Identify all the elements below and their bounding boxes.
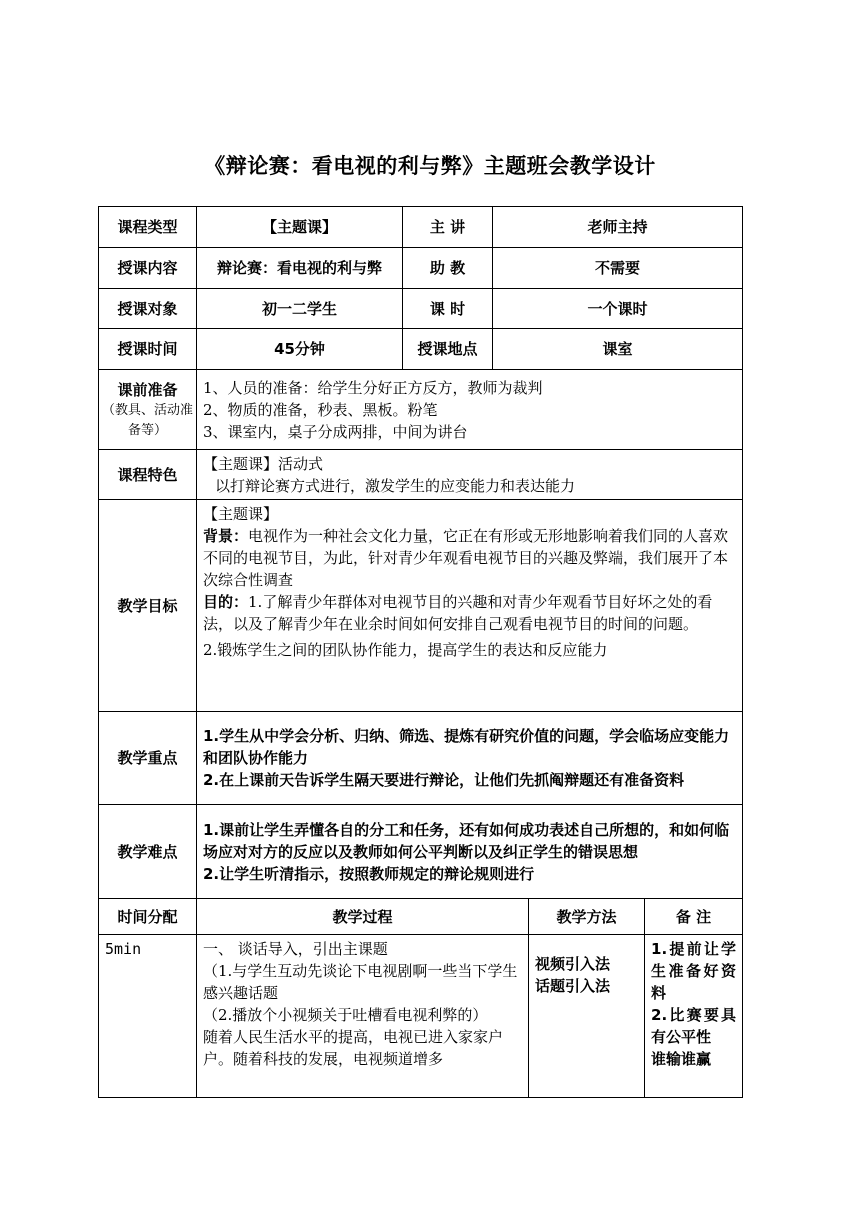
schedule-note-header: 备 注 — [645, 899, 743, 935]
process-line-4: 随着人民生活水平的提高，电视已进入家家户户。随着科技的发展，电视频道增多 — [203, 1028, 504, 1068]
prep-label: 课前准备 — [117, 380, 178, 399]
location-label: 授课地点 — [403, 329, 493, 370]
goals-aim-label: 目的： — [203, 593, 249, 611]
row-course-type — [99, 207, 743, 248]
document-title: 《辩论赛：看电视的利与弊》主题班会教学设计 — [204, 154, 656, 178]
method-2: 话题引入法 — [535, 977, 611, 995]
difficulty-2: 2.让学生听清指示，按照教师规定的辩论规则进行 — [203, 864, 535, 883]
course-type-label: 课程类型 — [99, 207, 197, 248]
row-goals — [99, 500, 743, 712]
row-time — [99, 329, 743, 370]
goals-aim — [203, 591, 736, 635]
schedule-time-header: 时间分配 — [99, 899, 197, 935]
key-points-content — [197, 712, 743, 805]
period-value: 一个课时 — [493, 289, 743, 329]
features-line-1: 【主题课】活动式 — [203, 454, 324, 473]
features-line-2: 以打辩论赛方式进行，激发学生的应变能力和表达能力 — [215, 476, 576, 495]
process-line-1: 一、 谈话导入，引出主课题 — [203, 940, 388, 958]
goals-background-label: 背景： — [203, 527, 249, 545]
audience-label: 授课对象 — [99, 289, 197, 329]
time-label: 授课时间 — [99, 329, 197, 370]
note-2: 2.比赛要具有公平性 — [651, 1006, 737, 1046]
course-type-value: 【主题课】 — [197, 207, 403, 248]
goals-background-text: 电视作为一种社会文化力量，它正在有形或无形地影响着我们同的人喜欢不同的电视节目，为此，针对青少年观看电视节目的兴趣及弊端，我们展开了本次综合性调查 — [203, 527, 729, 589]
row-difficulties — [99, 805, 743, 899]
assistant-value: 不需要 — [493, 248, 743, 289]
lecturer-value: 老师主持 — [493, 207, 743, 248]
time-value: 45分钟 — [197, 329, 403, 370]
period-label: 课 时 — [403, 289, 493, 329]
goals-label: 教学目标 — [99, 500, 197, 712]
difficulties-label: 教学难点 — [99, 805, 197, 899]
prep-sublabel: （教具、活动准备等） — [101, 402, 193, 438]
lecturer-label: 主 讲 — [403, 207, 493, 248]
row-content — [99, 248, 743, 289]
schedule-1-process — [197, 935, 529, 1098]
content-label: 授课内容 — [99, 248, 197, 289]
features-content — [197, 450, 743, 500]
goals-aim-2: 2.锻炼学生之间的团队协作能力，提高学生的表达和反应能力 — [203, 641, 608, 659]
location-value: 课室 — [493, 329, 743, 370]
row-preparation — [99, 370, 743, 450]
lesson-plan-table — [98, 206, 743, 1098]
schedule-1-methods — [529, 935, 645, 1098]
audience-value: 初一二学生 — [197, 289, 403, 329]
row-schedule-header — [99, 899, 743, 935]
difficulty-1: 1.课前让学生弄懂各自的分工和任务，还有如何成功表述自己所想的，和如何临场应对对方的反应以及教师如何公平判断以及纠正学生的错误思想 — [203, 820, 730, 861]
difficulties-content — [197, 805, 743, 899]
schedule-process-header: 教学过程 — [197, 899, 529, 935]
key-points-label: 教学重点 — [99, 712, 197, 805]
prep-label-cell — [99, 370, 197, 450]
content-value: 辩论赛：看电视的利与弊 — [197, 248, 403, 289]
prep-line-2: 2、物质的准备，秒表、黑板。粉笔 — [203, 400, 438, 419]
assistant-label: 助 教 — [403, 248, 493, 289]
process-line-2: （1.与学生互动先谈论下电视剧啊一些当下学生感兴趣话题 — [203, 962, 518, 1002]
schedule-1-notes — [645, 935, 743, 1098]
key-point-1: 1.学生从中学会分析、归纳、筛选、提炼有研究价值的问题，学会临场应变能力和团队协作能力 — [203, 727, 730, 767]
goals-tag: 【主题课】 — [203, 505, 279, 523]
row-features — [99, 450, 743, 500]
prep-line-3: 3、课室内，桌子分成两排，中间为讲台 — [203, 422, 468, 441]
schedule-method-header: 教学方法 — [529, 899, 645, 935]
goals-background — [203, 525, 736, 591]
row-key-points — [99, 712, 743, 805]
prep-line-1: 1、人员的准备：给学生分好正方反方，教师为裁判 — [203, 378, 543, 397]
features-label: 课程特色 — [99, 450, 197, 500]
note-1: 1.提前让学生准备好资料 — [651, 940, 737, 1002]
row-schedule-1 — [99, 935, 743, 1098]
key-point-2: 2.在上课前天告诉学生隔天要进行辩论，让他们先抓阄辩题还有准备资料 — [203, 771, 685, 789]
note-3: 谁输谁赢 — [651, 1050, 712, 1068]
goals-content — [197, 500, 743, 712]
goals-aim-text: 1.了解青少年群体对电视节目的兴趣和对青少年观看节目好坏之处的看法，以及了解青少年在业余时间如何安排自己观看电视节目的时间的问题。 — [203, 593, 713, 633]
process-line-3: （2.播放个小视频关于吐槽看电视利弊的） — [203, 1006, 488, 1024]
method-1: 视频引入法 — [535, 955, 611, 973]
schedule-1-time: 5min — [99, 935, 197, 1098]
row-audience — [99, 289, 743, 329]
prep-content — [197, 370, 743, 450]
